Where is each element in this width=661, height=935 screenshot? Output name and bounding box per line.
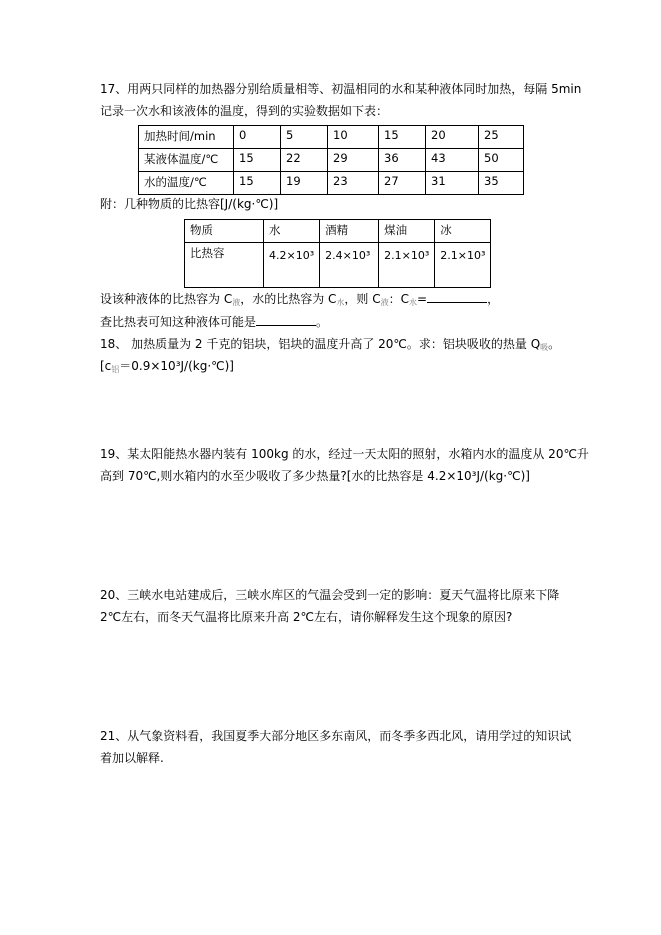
table-header-cell: 酒精 — [320, 220, 379, 243]
table-row — [139, 172, 524, 195]
table-cell: 10 — [328, 126, 379, 149]
table-cell: 36 — [379, 149, 426, 172]
q17-appendix: 附：几种物质的比热容[J/(kg·℃)] — [100, 197, 279, 211]
table-cell: 43 — [426, 149, 479, 172]
table-cell: 15 — [379, 126, 426, 149]
table-header-cell: 煤油 — [379, 220, 435, 243]
table-header-cell: 水 — [264, 220, 320, 243]
table-cell: 2.1×10³ — [435, 243, 491, 288]
table-cell: 水的温度/℃ — [139, 172, 234, 195]
q17-text-1: 17、用两只同样的加热器分别给质量相等、初温相同的水和某种液体同时加热，每隔 5min — [100, 82, 582, 96]
q21-text-2: 着加以解释. — [100, 751, 164, 765]
table-row-label: 比热容 — [185, 243, 264, 288]
table-cell: 2.4×10³ — [320, 243, 379, 288]
table-cell: 0 — [234, 126, 281, 149]
table-cell: 5 — [281, 126, 328, 149]
q19-text-1: 19、某太阳能热水器内装有 100kg 的水，经过一天太阳的照射，水箱内水的温度从 20℃升 — [100, 447, 589, 461]
table-row — [185, 220, 491, 243]
table-cell: 29 — [328, 149, 379, 172]
table-cell: 4.2×10³ — [264, 243, 320, 288]
q21-text-1: 21、从气象资料看，我国夏季大部分地区多东南风，而冬季多西北风，请用学过的知识试 — [100, 729, 572, 743]
q20-text-2: 2℃左右，而冬天气温将比原来升高 2℃左右，请你解释发生这个现象的原因? — [100, 610, 513, 624]
q17-question-ratio: 设该种液体的比热容为 $C_液$，水的比热容为 $C_水$，则 $C_液$：$C_水=$ ， — [100, 292, 500, 307]
table-cell: 23 — [328, 172, 379, 195]
table-header-cell: 物质 — [185, 220, 264, 243]
table-cell: 25 — [479, 126, 524, 149]
table-cell: 31 — [426, 172, 479, 195]
table-row — [185, 243, 491, 288]
q17-text-2: 记录一次水和该液体的温度，得到的实验数据如下表： — [100, 104, 389, 118]
q19-text-2: 高到 70℃,则水箱内的水至少吸收了多少热量?[水的比热容是 4.2×10³J/(kg·℃)] — [100, 469, 530, 483]
table-cell: 20 — [426, 126, 479, 149]
table-row — [139, 149, 524, 172]
table-row — [139, 126, 524, 149]
experiment-data-table — [138, 125, 524, 195]
table-cell: 19 — [281, 172, 328, 195]
specific-heat-table — [184, 219, 491, 288]
table-header-cell: 冰 — [435, 220, 491, 243]
table-cell: 15 — [234, 172, 281, 195]
q17-question-liquid: 查比热表可知这种液体可能是 。 — [100, 315, 329, 329]
q18-text-2: $[c_铝=0.9\times 10^3J/(kg\cdot℃)]$ — [100, 359, 234, 374]
q18-text-1: 18、 加热质量为 2 千克的铝块，铝块的温度升高了 20℃。求：铝块吸收的热量 $Q_吸$。 — [100, 337, 561, 352]
answer-blank — [256, 313, 316, 326]
table-cell: 15 — [234, 149, 281, 172]
table-cell: 加热时间/min — [139, 126, 234, 149]
table-cell: 35 — [479, 172, 524, 195]
table-cell: 某液体温度/℃ — [139, 149, 234, 172]
table-cell: 27 — [379, 172, 426, 195]
answer-blank — [427, 290, 487, 303]
table-cell: 50 — [479, 149, 524, 172]
q20-text-1: 20、三峡水电站建成后，三峡水库区的气温会受到一定的影响：夏天气温将比原来下降 — [100, 588, 560, 602]
table-cell: 22 — [281, 149, 328, 172]
table-cell: 2.1×10³ — [379, 243, 435, 288]
